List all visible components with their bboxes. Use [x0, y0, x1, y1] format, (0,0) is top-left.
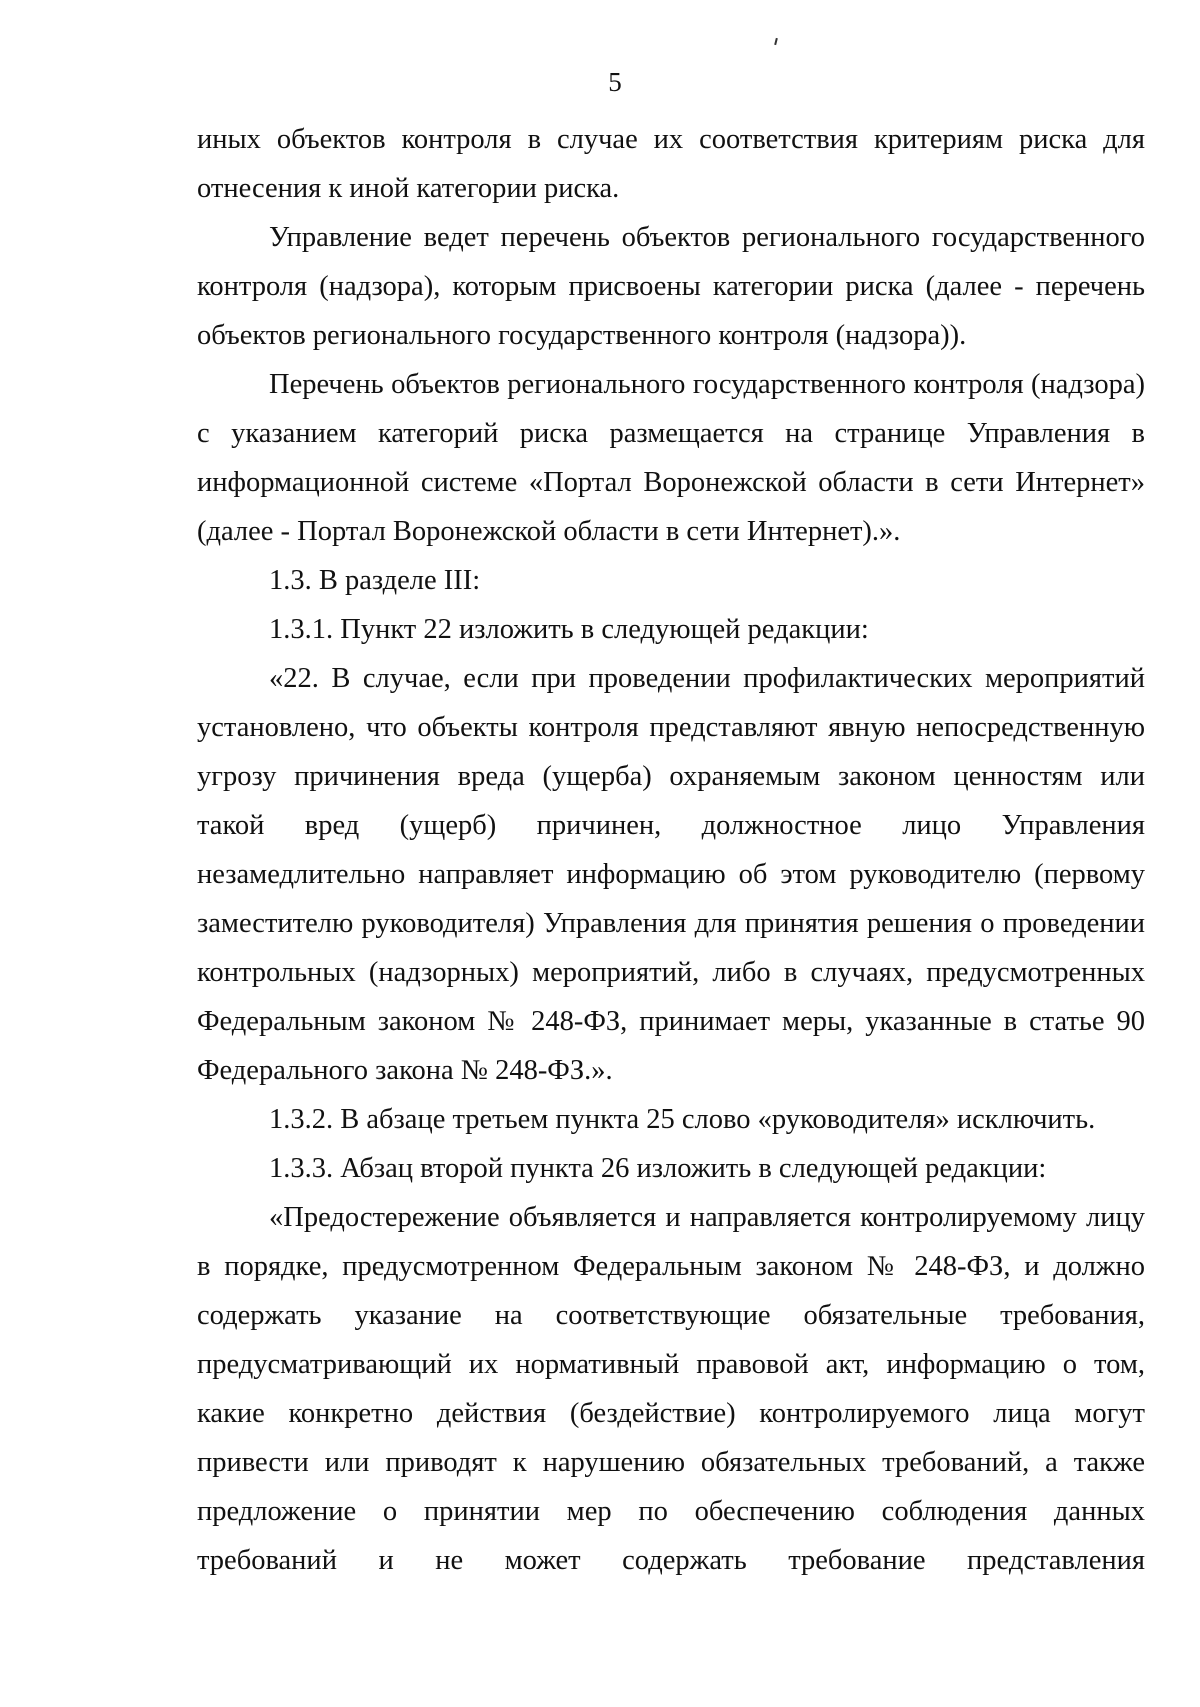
paragraph-section-3-heading: 1.3. В разделе III:	[269, 565, 481, 596]
paragraph-warning-text: «Предостережение объявляется и направляется контролируемому лицу в порядке, предусмотренном Федеральным законом № 248-ФЗ, и должно содержать указание на соответствующие обязательные требования, предусматривающий их нормативный правовой акт, информацию о том, какие конкретно действия (бездействие) контролируемого лица могут привести или приводят к нарушению обязательных требований, а также предложение о принятии мер по обеспечению соблюдения данных требований и не может содержать требование представления	[197, 1202, 1145, 1576]
paragraph-item-1-3-2: 1.3.2. В абзаце третьем пункта 25 слово «руководителя» исключить.	[269, 1104, 1096, 1135]
page-number: 5	[608, 67, 622, 97]
paragraph-item-1-3-3: 1.3.3. Абзац второй пункта 26 изложить в следующей редакции:	[269, 1153, 1047, 1184]
scan-artifact-mark	[774, 38, 778, 45]
paragraph-clause-22: «22. В случае, если при проведении профилактических мероприятий установлено, что объекты контроля представляют явную непосредственную угрозу причинения вреда (ущерба) охраняемым законом ценностям или такой вред (ущерб) причинен, должностное лицо Управления незамедлительно направляет информацию об этом руководителю (первому заместителю руководителя) Управления для принятия решения о проведении контрольных (надзорных) мероприятий, либо в случаях, предусмотренных Федеральным законом № 248-ФЗ, принимает меры, указанные в статье 90 Федерального закона № 248-ФЗ.».	[197, 663, 1145, 1086]
paragraph-list-publication: Перечень объектов регионального государственного контроля (надзора) с указанием категорий риска размещается на странице Управления в информационной системе «Портал Воронежской области в сети Интернет» (далее - Портал Воронежской области в сети Интернет).».	[197, 369, 1145, 547]
paragraph-continuation: иных объектов контроля в случае их соответствия критериям риска для отнесения к иной категории риска.	[197, 124, 1145, 204]
document-body	[197, 115, 1145, 1585]
paragraph-item-1-3-1: 1.3.1. Пункт 22 изложить в следующей редакции:	[269, 614, 869, 645]
paragraph-list-maintenance: Управление ведет перечень объектов регионального государственного контроля (надзора), которым присвоены категории риска (далее - перечень объектов регионального государственного контроля (надзора)).	[197, 222, 1145, 351]
